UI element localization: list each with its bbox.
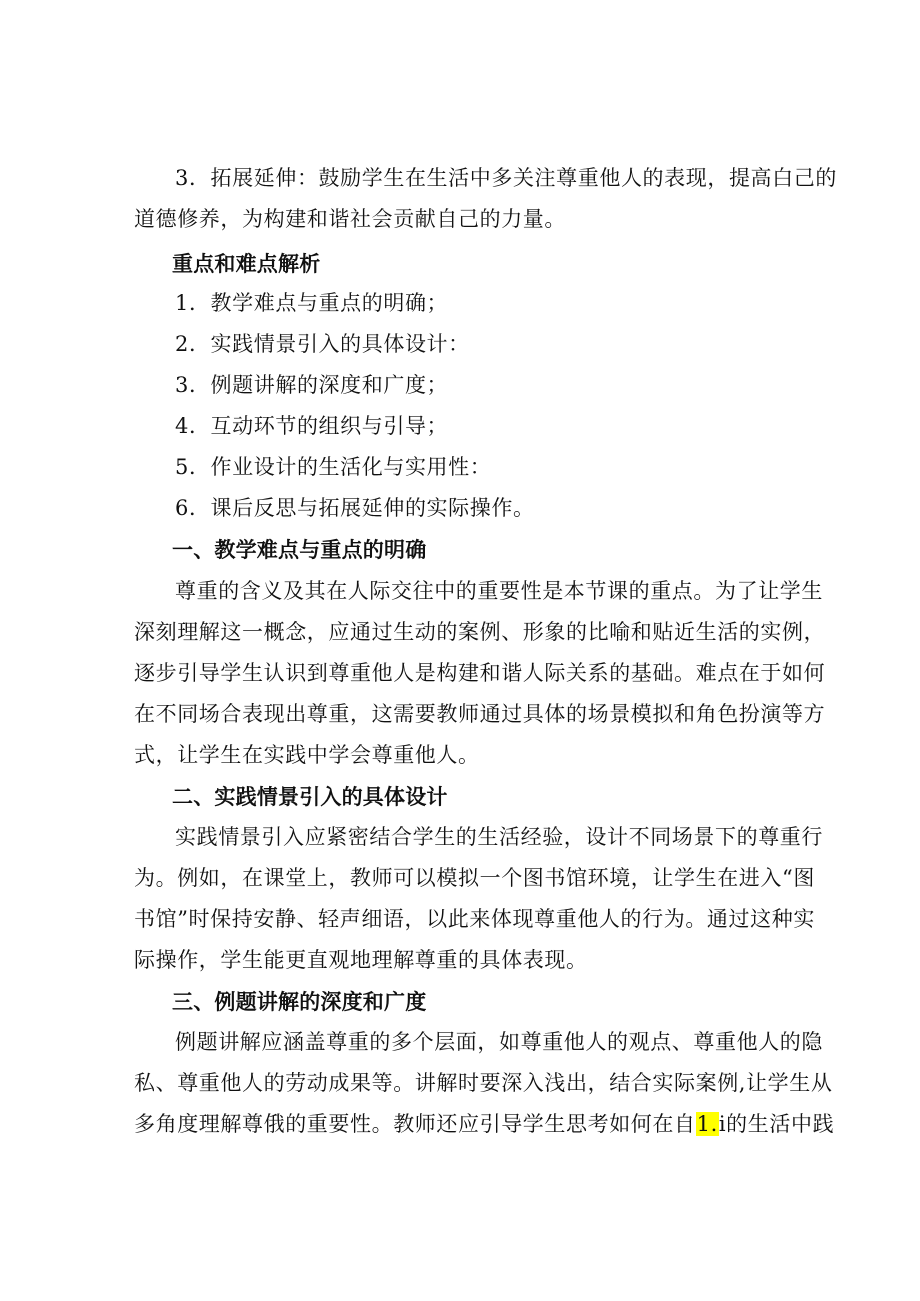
paragraph-line: 逐步引导学生认识到尊重他人是构建和谐人际关系的基础。难点在于如何 xyxy=(134,661,826,685)
list-item: 5．作业设计的生活化与实用性： xyxy=(175,455,492,479)
list-item: 1．教学难点与重点的明确； xyxy=(175,291,449,315)
paragraph-line: 3．拓展延伸：鼓励学生在生活中多关注尊重他人的表现，提高白己的 xyxy=(175,166,837,190)
paragraph-line: 尊重的含义及其在人际交往中的重要性是本节课的重点。为了让学生 xyxy=(175,579,823,603)
list-item: 2．实践情景引入的具体设计： xyxy=(175,332,470,356)
paragraph-line: 实践情景引入应紧密结合学生的生活经验，设计不同场景下的尊重行 xyxy=(175,825,823,849)
paragraph-line: 式，让学生在实践中学会尊重他人。 xyxy=(134,743,480,767)
highlighted-text: 1. xyxy=(696,1112,718,1136)
line-text: 多角度理解尊俄的重要性。教师还应引导学生思考如何在自 xyxy=(134,1112,696,1136)
list-item: 6．课后反思与拓展延伸的实际操作。 xyxy=(175,496,535,520)
paragraph-line: 深刻理解这一概念，应通过生动的案例、形象的比喻和贴近生活的实例， xyxy=(134,620,826,644)
paragraph-line: 私、尊重他人的劳动成果等。讲解时要深入浅出，结合实际案例,让学生从 xyxy=(134,1071,833,1095)
paragraph-line: 道德修养，为构建和谐社会贡献自己的力量。 xyxy=(134,207,566,231)
section-heading: 一、教学难点与重点的明确 xyxy=(172,538,427,562)
paragraph-line: 在不同场合表现出尊重，这需要教师通过具体的场景模拟和角色扮演等方 xyxy=(134,702,826,726)
paragraph-line: 书馆”时保持安静、轻声细语，以此来体现尊重他人的行为。通过这种实 xyxy=(134,907,815,931)
section-heading: 重点和难点解析 xyxy=(172,252,321,276)
paragraph-line: 为。例如，在课堂上，教师可以模拟一个图书馆环境，让学生在进入“图 xyxy=(134,866,815,890)
paragraph-line: 例题讲解应涵盖尊重的多个层面，如尊重他人的观点、尊重他人的隐 xyxy=(175,1030,823,1054)
line-text-tail: i的生活中践 xyxy=(718,1112,835,1136)
section-heading: 二、实践情景引入的具体设计 xyxy=(172,785,448,809)
list-item: 3．例题讲解的深度和广度； xyxy=(175,373,449,397)
section-heading: 三、例题讲解的深度和广度 xyxy=(172,990,427,1014)
list-item: 4．互动环节的组织与引导； xyxy=(175,414,449,438)
paragraph-line xyxy=(134,1109,834,1139)
paragraph-line: 际操作，学生能更直观地理解尊重的具体表现。 xyxy=(134,948,588,972)
